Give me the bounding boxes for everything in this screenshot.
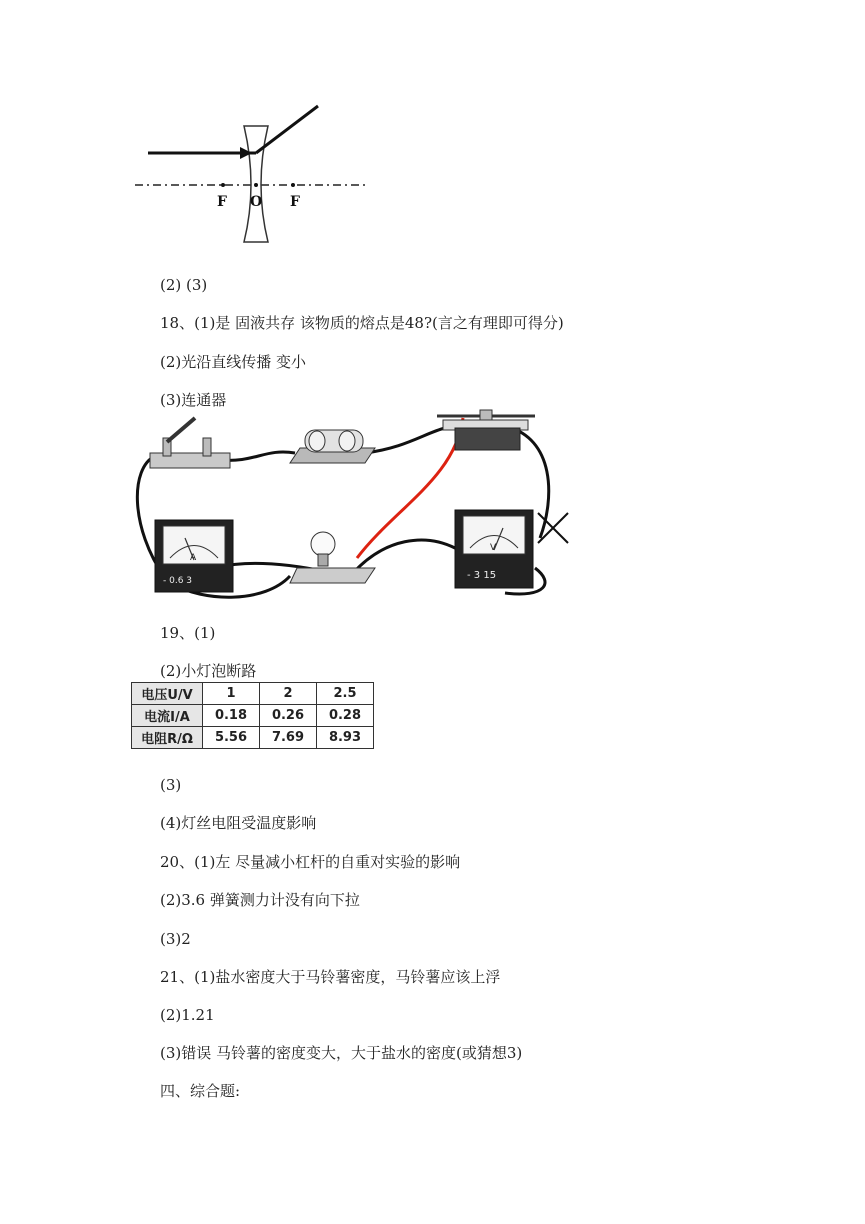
rheostat bbox=[437, 410, 535, 450]
ammeter bbox=[155, 520, 233, 592]
focus-point-right bbox=[291, 183, 295, 187]
label-f-right: F bbox=[290, 194, 300, 210]
table-header-cell: 电流I/A bbox=[132, 705, 203, 727]
table-cell: 0.28 bbox=[317, 705, 374, 727]
concave-lens-diagram bbox=[130, 100, 380, 250]
voltmeter-terminals: - 3 15 bbox=[467, 570, 497, 581]
table-header-cell: 电压U/V bbox=[132, 683, 203, 705]
switch bbox=[150, 418, 230, 468]
answer-line: (3)错误 马铃薯的密度变大，大于盐水的密度(或猜想3) bbox=[160, 1044, 523, 1062]
answer-line: 20、(1)左 尽量减小杠杆的自重对实验的影响 bbox=[160, 853, 461, 871]
table-cell: 2.5 bbox=[317, 683, 374, 705]
voltmeter bbox=[455, 510, 533, 588]
table-cell: 0.18 bbox=[203, 705, 260, 727]
table-header-cell: 电阻R/Ω bbox=[132, 727, 203, 749]
table-cell: 2 bbox=[260, 683, 317, 705]
optical-center bbox=[254, 183, 258, 187]
circuit-diagram bbox=[125, 408, 575, 608]
answer-line: 19、(1) bbox=[160, 624, 216, 642]
table-cell: 0.26 bbox=[260, 705, 317, 727]
label-f-left: F bbox=[217, 194, 227, 210]
voltmeter-symbol: V bbox=[490, 543, 497, 553]
table-cell: 7.69 bbox=[260, 727, 317, 749]
answer-line: 18、(1)是 固液共存 该物质的熔点是48?(言之有理即可得分) bbox=[160, 314, 564, 332]
section-heading: 四、综合题: bbox=[160, 1082, 241, 1100]
red-wire bbox=[357, 418, 463, 558]
answer-line: 21、(1)盐水密度大于马铃薯密度，马铃薯应该上浮 bbox=[160, 968, 501, 986]
focus-point-left bbox=[221, 183, 225, 187]
answer-line: (3)连通器 bbox=[160, 391, 227, 409]
lamp bbox=[290, 532, 375, 583]
ammeter-terminals: - 0.6 3 bbox=[163, 576, 193, 586]
ammeter-symbol: A bbox=[190, 553, 197, 563]
battery-holder bbox=[290, 430, 375, 463]
table-row bbox=[132, 683, 374, 705]
table-cell: 1 bbox=[203, 683, 260, 705]
answer-line: (3) bbox=[160, 776, 182, 794]
answer-line: (2)3.6 弹簧测力计没有向下拉 bbox=[160, 891, 360, 909]
answer-line: (4)灯丝电阻受温度影响 bbox=[160, 814, 317, 832]
answer-line: (3)2 bbox=[160, 930, 191, 948]
answer-line: (2)光沿直线传播 变小 bbox=[160, 353, 307, 371]
table-row bbox=[132, 727, 374, 749]
table-cell: 5.56 bbox=[203, 727, 260, 749]
answer-line: (2)1.21 bbox=[160, 1006, 215, 1024]
answer-line: (2)小灯泡断路 bbox=[160, 662, 257, 680]
label-o: O bbox=[250, 194, 263, 210]
table-cell: 8.93 bbox=[317, 727, 374, 749]
data-table bbox=[131, 682, 374, 749]
answer-line: (2) (3) bbox=[160, 276, 208, 294]
table-row bbox=[132, 705, 374, 727]
